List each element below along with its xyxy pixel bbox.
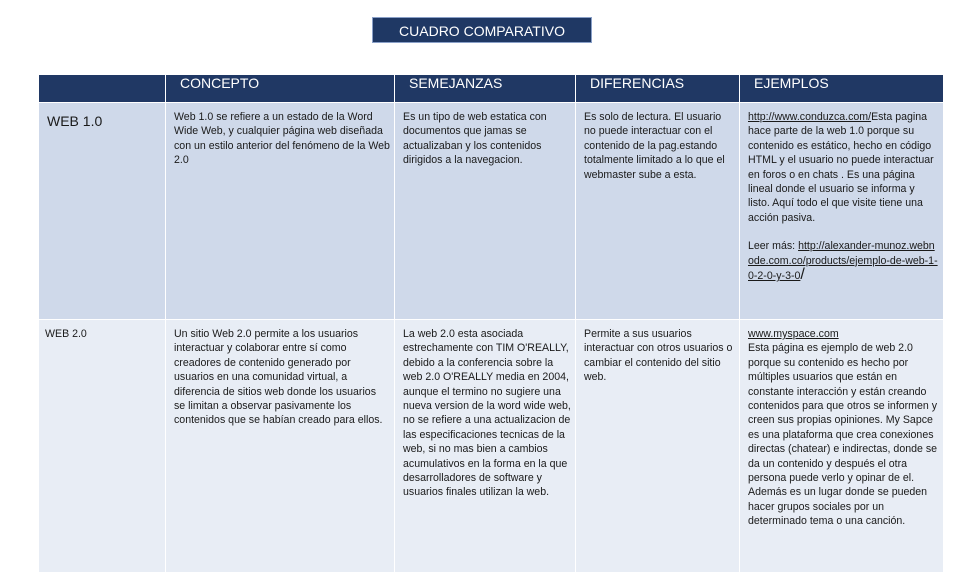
example-link[interactable]: www.myspace.com: [748, 328, 839, 340]
concepto-text: Web 1.0 se refiere a un estado de la Word Wide Web, y cualquier página web diseñada con un estilo anterior del fenómeno de la Web 2.0: [174, 111, 390, 167]
header-row: [39, 75, 944, 103]
table-row-web2: [39, 320, 944, 573]
header-diferencias: [576, 75, 740, 103]
header-concepto: [166, 75, 395, 103]
header-diferencias-label: DIFERENCIAS: [590, 75, 685, 91]
semejanzas-text: La web 2.0 esta asociada estrechamente con TIM O'REALLY, debido a la conferencia sobre la web 2.0 O'REALLY media en 2004, aunque el termino no sugiere una nueva version de la word wide web, no se refiere a una actualizacion de las especificaciones tecnicas de la web, si no mas bien a cambios acumulativos en la forma en la que desarrolladores de software y usuarios finales utilizan la web.: [403, 328, 571, 499]
header-empty-cell: [39, 75, 166, 103]
row-label: WEB 2.0: [45, 328, 87, 340]
semejanzas-cell: [395, 320, 576, 573]
semejanzas-text: Es un tipo de web estatica con documentos que jamas se actualizaban y los contenidos dirigidos a la navegacion.: [403, 111, 547, 167]
concepto-cell: [166, 320, 395, 573]
row-label: WEB 1.0: [47, 113, 103, 129]
example-link[interactable]: http://www.conduzca.com/: [748, 111, 872, 123]
read-more-label: Leer más:: [748, 240, 796, 253]
header-ejemplos-label: EJEMPLOS: [754, 75, 829, 91]
diferencias-text: Permite a sus usuarios interactuar con otros usuarios o cambiar el contenido del sitio web.: [584, 328, 733, 384]
comparison-table: [38, 74, 944, 573]
diferencias-text: Es solo de lectura. El usuario no puede interactuar con el contenido de la pag.estando totalmente limitado a lo que el webmaster sube a esta.: [584, 111, 725, 181]
concepto-text: Un sitio Web 2.0 permite a los usuarios interactuar y colaborar entre sí como creadores de contenido generado por usuarios en una comunidad virtual, a diferencia de sitios web donde los usuarios se limitan a observar pasivamente los contenidos que se habían creado para ellos.: [174, 328, 383, 427]
document-title: CUADRO COMPARATIVO: [372, 17, 592, 43]
header-concepto-label: CONCEPTO: [180, 75, 260, 91]
header-semejanzas: [395, 75, 576, 103]
diferencias-cell: [576, 320, 740, 573]
concepto-cell: [166, 103, 395, 320]
read-more: [748, 239, 939, 283]
read-more-link[interactable]: http://alexander-munoz.webnode.com.co/products/ejemplo-de-web-1-0-2-0-y-3-0: [748, 240, 938, 283]
table-row-web1: [39, 103, 944, 320]
header-ejemplos: [740, 75, 944, 103]
diferencias-cell: [576, 103, 740, 320]
ejemplos-content: [740, 320, 943, 529]
read-more-slash: /: [800, 266, 805, 284]
semejanzas-cell: [395, 103, 576, 320]
example-text: Esta pagina hace parte de la web 1.0 porque su contenido es estático, hecho en código HTML y el usuario no puede interactuar en foros o en chats . Es una página lineal donde el usuario se informa y listo. Aquí todo el que visite tiene una acción pasiva.: [748, 111, 934, 224]
ejemplos-cell: [740, 320, 944, 573]
ejemplos-cell: [740, 103, 944, 320]
header-semejanzas-label: SEMEJANZAS: [409, 75, 503, 91]
example-text: Esta página es ejemplo de web 2.0 porque su contenido es hecho por múltiples usuarios que están en constante interacción y están creando contenidos para que otros se informen y creen sus propias opiniones. My Sapce es una plataforma que crea conexiones directas (chatear) e indirectas, donde se da un contenido y después el otra persona puede verlo y opinar de el. Además es un lugar donde se pueden hacer grupos sociales por un determinado tema o una canción.: [748, 342, 938, 528]
row-label-cell: [39, 103, 166, 320]
row-label-cell: [39, 320, 166, 573]
ejemplos-content: [740, 103, 943, 283]
